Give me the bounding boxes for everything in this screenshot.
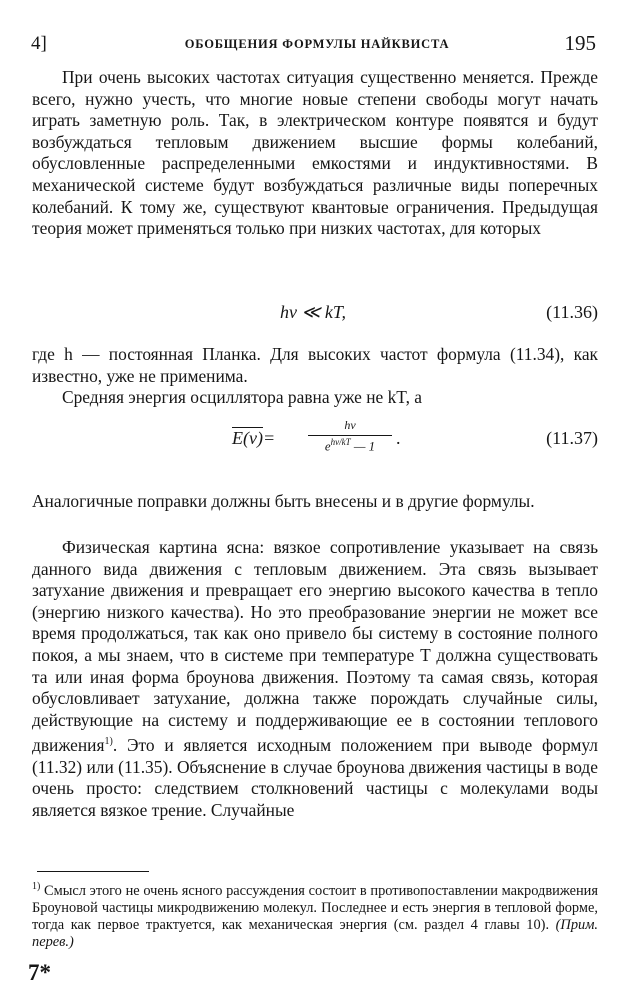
- footnote: [32, 878, 598, 951]
- page-number: 195: [564, 31, 596, 55]
- paragraph-text: Аналогичные поправки должны быть внесены и в другие формулы.: [32, 491, 535, 511]
- footnote-reference: 1): [104, 736, 113, 748]
- equation-number: (11.36): [546, 302, 598, 322]
- paragraph-text-part: Физическая картина ясна: вязкое сопротивление указывает на связь данного вида движения с тепловым движением. Эта связь вызывает затухание движения и превращает его энергию высокого качества в тепло (энергию низкого качества). Но это преобразование энергии не может все время продолжаться, так как оно привело бы систему в состояние полного покоя, а мы знаем, что в системе при температуре T должна существовать та или иная форма броунова движения. Поэтому та самая связь, которая обусловливает затухание, должна также порождать случайные силы, действующие на систему и поддерживающие ее в состоянии теплового движения: [32, 537, 598, 756]
- equals-sign: =: [262, 428, 276, 448]
- paragraph-text: [32, 537, 598, 822]
- exponent-numerator: hν: [330, 437, 340, 447]
- equation-11-37: [32, 418, 598, 476]
- equation-fraction: [308, 418, 392, 454]
- exponent: hν/kT: [330, 437, 351, 447]
- fraction-numerator: hν: [344, 418, 356, 432]
- signature-mark: 7*: [28, 960, 51, 985]
- equation-11-36: [32, 302, 598, 326]
- paragraph-corrections: [32, 491, 598, 513]
- denominator-tail: — 1: [350, 438, 376, 454]
- equation-lhs: [232, 428, 275, 449]
- equation-period: .: [396, 428, 401, 448]
- equation-expression: hν ≪ kT,: [280, 302, 346, 322]
- mean-energy-symbol: E(ν): [232, 428, 263, 448]
- running-head-title: ОБОБЩЕНИЯ ФОРМУЛЫ НАЙКВИСТА: [184, 37, 450, 51]
- footnote-marker: 1): [32, 881, 41, 892]
- paragraph-text: Средняя энергия осциллятора равна уже не kT, а: [62, 387, 423, 408]
- equation-number: (11.37): [546, 428, 598, 448]
- fraction-denominator: [308, 437, 392, 454]
- footnote-divider: [37, 871, 149, 872]
- paragraph-high-frequency: [32, 67, 598, 240]
- fraction-bar: [308, 435, 392, 436]
- paragraph-text: где h — постоянная Планка. Для высоких частот формула (11.34), как известно, уже не применима.: [32, 344, 598, 386]
- paragraph-physical-picture: [32, 537, 598, 822]
- exp-base: e: [324, 438, 331, 454]
- paragraph-text: При очень высоких частотах ситуация существенно меняется. Прежде всего, нужно учесть, что многие новые степени свободы могут начать играть заметную роль. Так, в электрическом контуре появятся и будут возбуждаться тепловым движением высшие формы колебаний, обусловленные распределенными емкостями и индуктивностями. В механической системе будут возбуждаться различные виды поперечных колебаний. К тому же, существуют квантовые ограничения. Предыдущая теория может применяться только при низких частотах, для которых: [32, 67, 598, 239]
- footnote-text: Смысл этого не очень ясного рассуждения состоит в противопоставлении макродвижения Броуновой частицы микродвижению молекул. Последнее и есть энергия в тепловой форме, тогда как первое трактуется, как механическая энергия (см. раздел 4 главы 10).: [32, 882, 598, 933]
- translator-note: (Прим. перев.): [32, 916, 598, 950]
- running-head-section: 4]: [31, 33, 47, 54]
- paragraph-text-part: . Это и является исходным положением при выводе формул (11.32) или (11.35). Объяснение в случае броунова движения частицы в воде очень просто: следствием столкновений частицы с молекулами воды является вязкое трение. Случайные: [32, 735, 598, 820]
- exponent-denominator: kT: [341, 437, 351, 447]
- paragraph-planck: [32, 344, 598, 409]
